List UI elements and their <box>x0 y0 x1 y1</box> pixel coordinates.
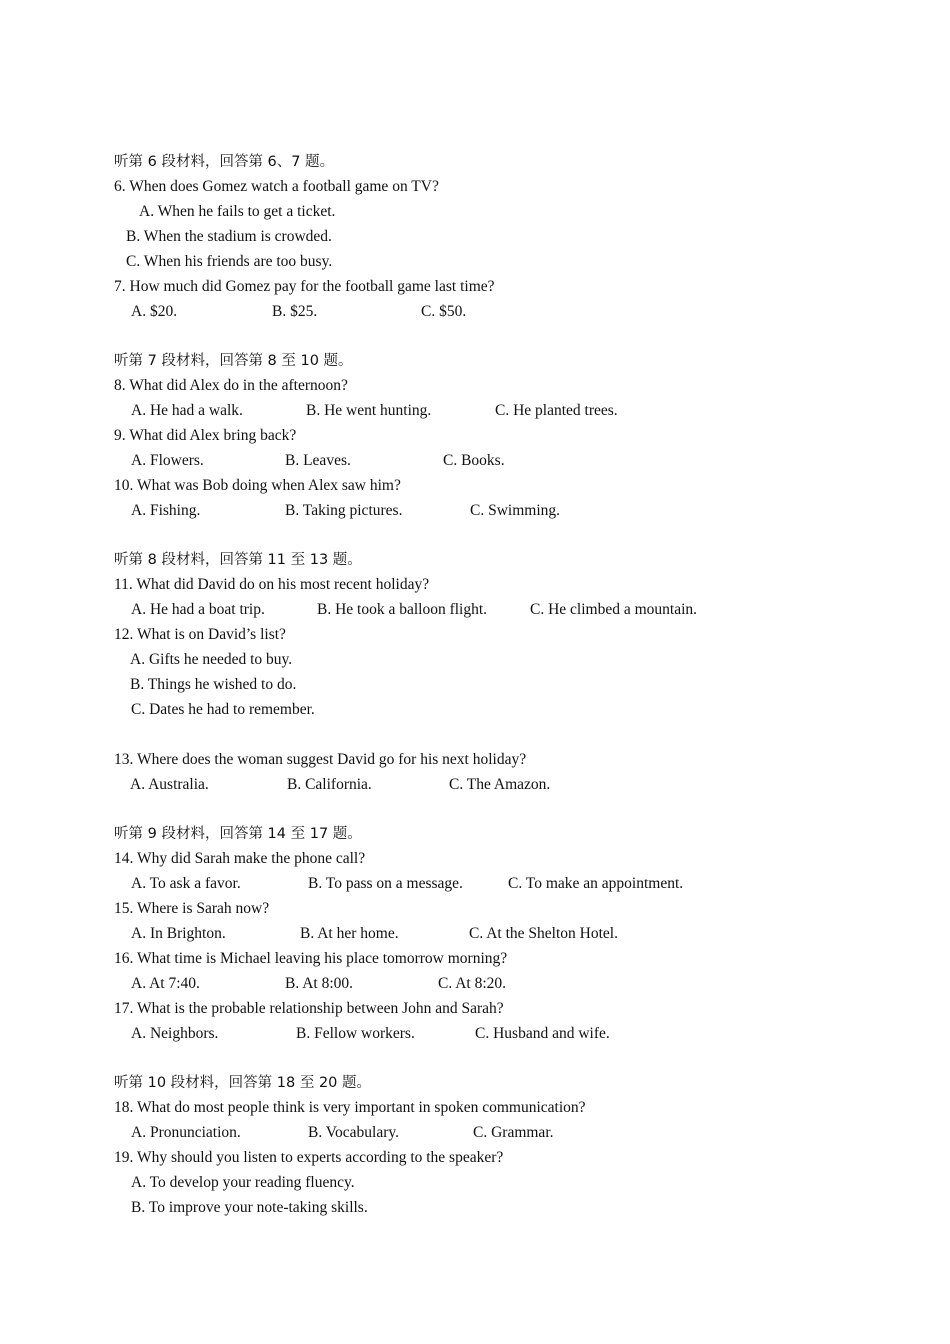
option-c: C. Dates he had to remember. <box>131 701 315 718</box>
option-b: B. $25. <box>272 303 318 320</box>
question-stem: 13. Where does the woman suggest David go for his next holiday? <box>114 751 527 768</box>
question-stem: 12. What is on David’s list? <box>114 626 286 643</box>
question-stem: 9. What did Alex bring back? <box>114 427 297 444</box>
option-b: B. Fellow workers. <box>296 1025 415 1042</box>
option-b: B. To pass on a message. <box>308 875 463 892</box>
option-b: B. Taking pictures. <box>285 502 403 519</box>
option-a: A. In Brighton. <box>131 925 226 942</box>
option-c: C. Swimming. <box>470 502 561 519</box>
option-a: A. Flowers. <box>131 452 204 469</box>
question-stem: 18. What do most people think is very important in spoken communication? <box>114 1099 586 1116</box>
option-c: C. When his friends are too busy. <box>126 253 333 270</box>
option-b: B. At 8:00. <box>285 975 354 992</box>
question-stem: 11. What did David do on his most recent holiday? <box>114 576 430 593</box>
option-b: B. Leaves. <box>285 452 351 469</box>
option-c: C. Grammar. <box>473 1124 554 1141</box>
option-c: C. $50. <box>421 303 467 320</box>
section-heading: 听第 8 段材料，回答第 11 至 13 题。 <box>114 552 362 568</box>
section-heading: 听第 6 段材料，回答第 6、7 题。 <box>114 154 335 170</box>
option-b: B. At her home. <box>300 925 399 942</box>
option-b: B. California. <box>287 776 372 793</box>
section-heading: 听第 9 段材料，回答第 14 至 17 题。 <box>114 826 362 842</box>
option-a: A. To ask a favor. <box>131 875 241 892</box>
option-c: C. Books. <box>443 452 505 469</box>
option-a: A. Fishing. <box>131 502 201 519</box>
question-stem: 6. When does Gomez watch a football game on TV? <box>114 178 439 195</box>
option-c: C. At 8:20. <box>438 975 507 992</box>
option-a: A. $20. <box>131 303 178 320</box>
option-c: C. The Amazon. <box>449 776 551 793</box>
option-a: A. To develop your reading fluency. <box>131 1174 355 1191</box>
option-c: C. He climbed a mountain. <box>530 601 698 618</box>
section-heading: 听第 7 段材料，回答第 8 至 10 题。 <box>114 353 353 369</box>
option-a: A. Pronunciation. <box>131 1124 241 1141</box>
option-b: B. Vocabulary. <box>308 1124 399 1141</box>
option-b: B. When the stadium is crowded. <box>126 228 332 245</box>
question-stem: 7. How much did Gomez pay for the football game last time? <box>114 278 495 295</box>
question-stem: 10. What was Bob doing when Alex saw him? <box>114 477 401 494</box>
question-stem: 14. Why did Sarah make the phone call? <box>114 850 366 867</box>
option-b: B. To improve your note-taking skills. <box>131 1199 368 1216</box>
question-stem: 19. Why should you listen to experts according to the speaker? <box>114 1149 504 1166</box>
option-a: A. Neighbors. <box>131 1025 219 1042</box>
question-stem: 8. What did Alex do in the afternoon? <box>114 377 348 394</box>
option-a: A. At 7:40. <box>131 975 200 992</box>
option-c: C. Husband and wife. <box>475 1025 610 1042</box>
option-b: B. He went hunting. <box>306 402 432 419</box>
option-c: C. To make an appointment. <box>508 875 684 892</box>
option-c: C. At the Shelton Hotel. <box>469 925 618 942</box>
question-stem: 17. What is the probable relationship between John and Sarah? <box>114 1000 504 1017</box>
section-heading: 听第 10 段材料，回答第 18 至 20 题。 <box>114 1075 372 1091</box>
option-a: A. Australia. <box>130 776 209 793</box>
option-b: B. Things he wished to do. <box>130 676 297 693</box>
question-stem: 16. What time is Michael leaving his place tomorrow morning? <box>114 950 508 967</box>
option-a: A. He had a walk. <box>131 402 243 419</box>
option-b: B. He took a balloon flight. <box>317 601 488 618</box>
question-stem: 15. Where is Sarah now? <box>114 900 270 917</box>
option-a: A. Gifts he needed to buy. <box>130 651 293 668</box>
option-a: A. He had a boat trip. <box>131 601 265 618</box>
option-a: A. When he fails to get a ticket. <box>139 203 336 220</box>
option-c: C. He planted trees. <box>495 402 618 419</box>
